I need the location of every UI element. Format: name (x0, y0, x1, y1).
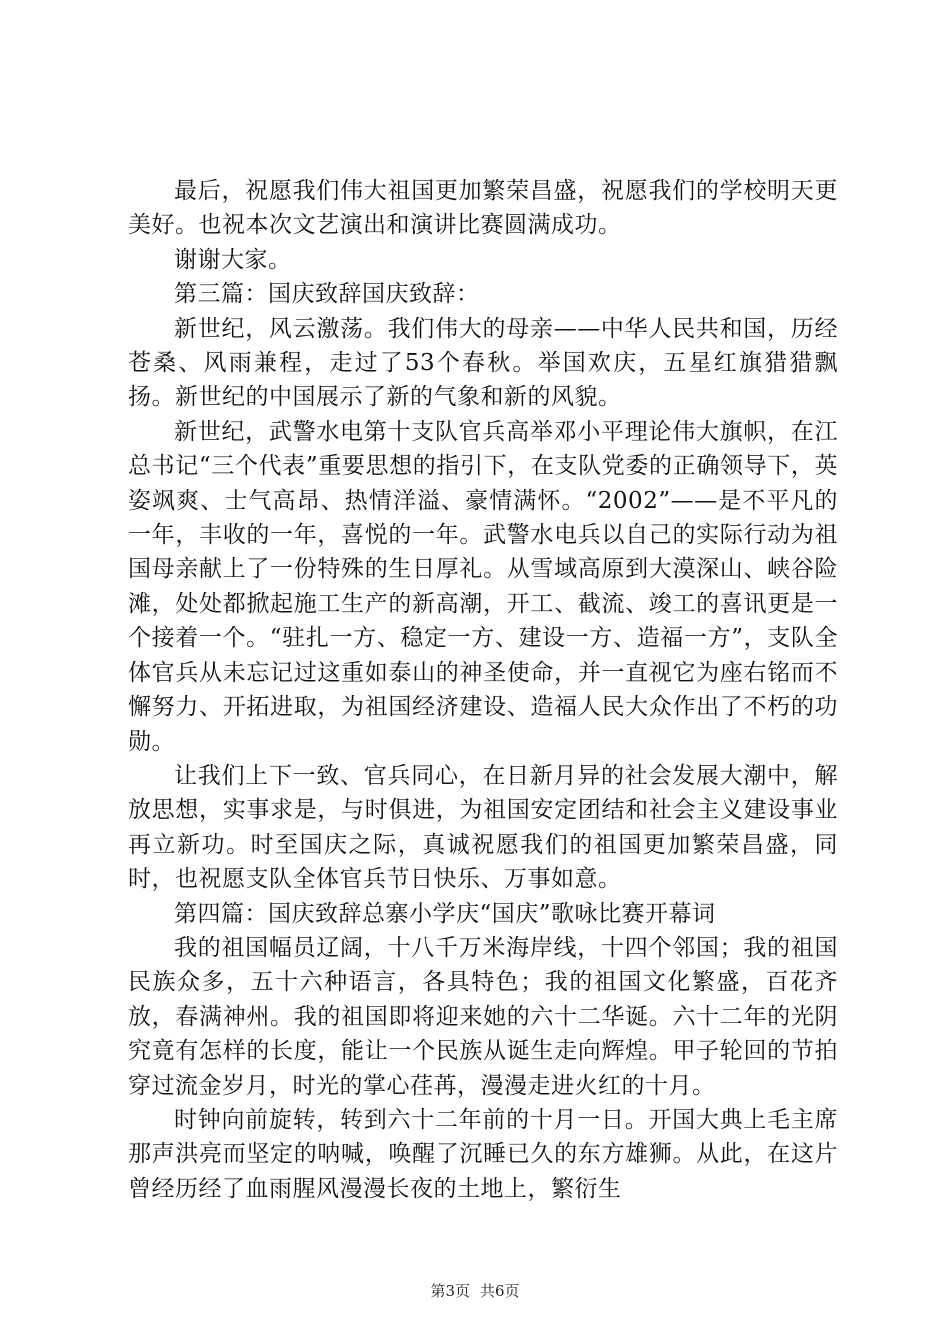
paragraph-armed-police: 新世纪，武警水电第十支队官兵高举邓小平理论伟大旗帜，在江总书记“三个代表”重要思想的指引下，在支队党委的正确领导下，英姿飒爽、士气高昂、热情洋溢、豪情满怀。“2002”——是不平凡的一年，丰收的一年，喜悦的一年。武警水电兵以自己的实际行动为祖国母亲献上了一份特殊的生日厚礼。从雪域高原到大漠深山、峡谷险滩，处处都掀起施工生产的新高潮，开工、截流、竣工的喜讯更是一个接着一个。“驻扎一方、稳定一方、建设一方、造福一方”，支队全体官兵从未忘记过这重如泰山的神圣使命，并一直视它为座右铭而不懈努力、开拓进取，为祖国经济建设、造福人民大众作出了不朽的功勋。 (128, 418, 838, 755)
paragraph-founding: 时钟向前旋转，转到六十二年前的十月一日。开国大典上毛主席那声洪亮而坚定的呐喊，唤醒了沉睡已久的东方雄狮。从此，在这片曾经历经了血雨腥风漫漫长夜的土地上，繁衍生 (128, 1106, 838, 1202)
paragraph-closing-wishes: 最后，祝愿我们伟大祖国更加繁荣昌盛，祝愿我们的学校明天更美好。也祝本次文艺演出和演讲比赛圆满成功。 (128, 178, 838, 239)
paragraph-motherland: 我的祖国幅员辽阔，十八千万米海岸线，十四个邻国；我的祖国民族众多，五十六种语言，各具特色；我的祖国文化繁盛，百花齐放，春满神州。我的祖国即将迎来她的六十二华诞。六十二年的光阴究竟有怎样的长度，能让一个民族从诞生走向辉煌。甲子轮回的节拍穿过流金岁月，时光的掌心荏苒，漫漫走进火红的十月。 (128, 934, 838, 1099)
section-heading-4: 第四篇：国庆致辞总寨小学庆“国庆”歌咏比赛开幕词 (174, 900, 716, 927)
paragraph-new-century: 新世纪，风云激荡。我们伟大的母亲——中华人民共和国，历经苍桑、风雨兼程，走过了53个春秋。举国欢庆，五星红旗猎猎飘扬。新世纪的中国展示了新的气象和新的风貌。 (128, 315, 838, 411)
page-number: 第3页 (430, 1282, 470, 1300)
page-total: 共6页 (480, 1282, 520, 1300)
document-body (128, 174, 838, 1206)
paragraph-thanks: 谢谢大家。 (174, 246, 292, 273)
section-heading-3: 第三篇：国庆致辞国庆致辞： (174, 281, 480, 308)
paragraph-unity: 让我们上下一致、官兵同心，在日新月异的社会发展大潮中，解放思想，实事求是，与时俱进，为祖国安定团结和社会主义建设事业再立新功。时至国庆之际，真诚祝愿我们的祖国更加繁荣昌盛，同时，也祝愿支队全体官兵节日快乐、万事如意。 (128, 762, 838, 893)
page-footer (0, 1280, 950, 1301)
